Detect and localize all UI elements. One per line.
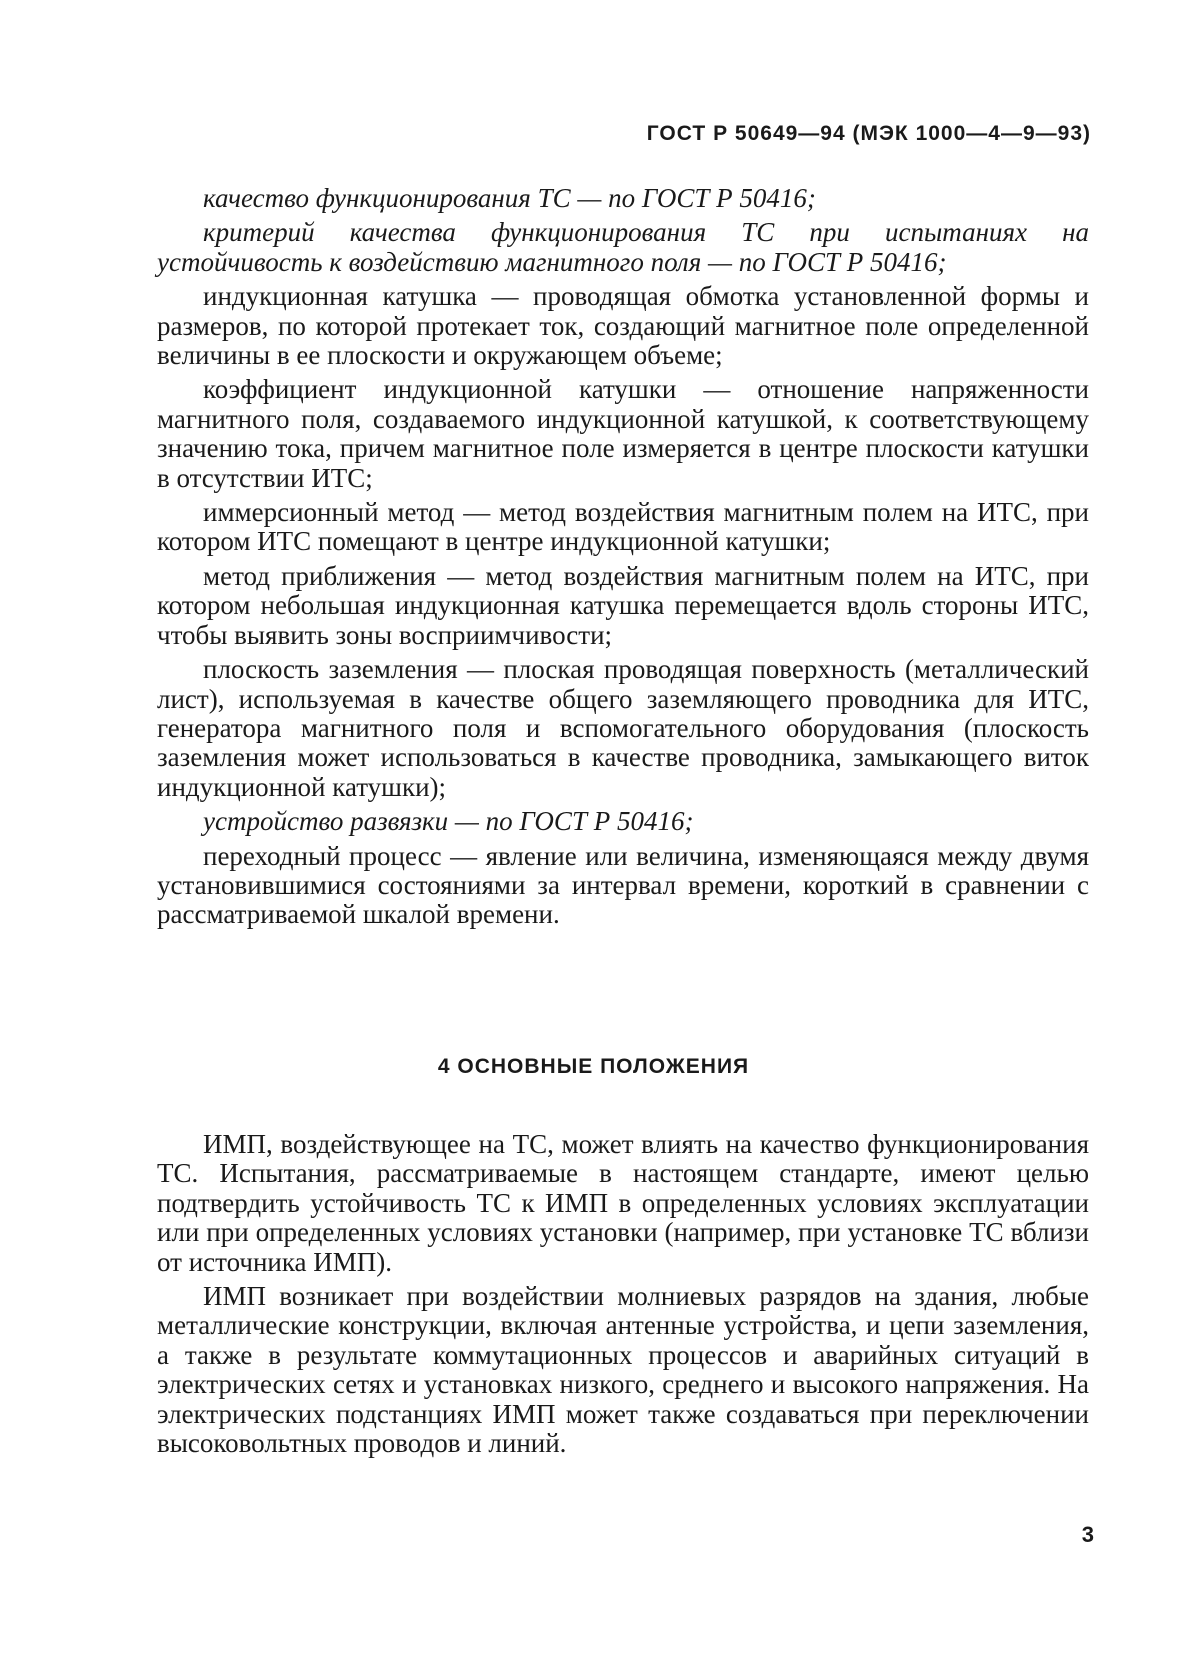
definitions-list <box>157 184 1089 935</box>
definition-paragraph: иммерсионный метод — метод воздействия магнитным полем на ИТС, при котором ИТС помещают в центре индукционной катушки; <box>157 497 1089 557</box>
definition-paragraph: качество функционирования ТС — по ГОСТ Р 50416; <box>203 183 816 213</box>
definition-paragraph: коэффициент индукционной катушки — отношение напряженности магнитного поля, создаваемого индукционной катушкой, к соответствующему значению тока, причем магнитное поле измеряется в центре плоскости катушки в отсутствии ИТС; <box>157 374 1089 493</box>
section-title: 4 ОСНОВНЫЕ ПОЛОЖЕНИЯ <box>437 1055 750 1078</box>
definition-paragraph: индукционная катушка — проводящая обмотка установленной формы и размеров, по которой протекает ток, создающий магнитное поле определенной величины в ее плоскости и окружающем объеме; <box>157 281 1089 371</box>
body-paragraph: ИМП возникает при воздействии молниевых разрядов на здания, любые металлические конструкции, включая антенные устройства, и цепи заземления, а также в результате коммутационных процессов и аварийных ситуаций в электрических сетях и установках низкого, среднего и высокого напряжения. На электрических подстанциях ИМП может также создаваться при переключении высоковольтных проводов и линий. <box>157 1281 1089 1459</box>
definition-paragraph: метод приближения — метод воздействия магнитным полем на ИТС, при котором небольшая индукционная катушка перемещается вдоль стороны ИТС, чтобы выявить зоны восприимчивости; <box>157 560 1089 650</box>
section-body <box>157 1130 1089 1463</box>
page-number: 3 <box>1081 1522 1094 1547</box>
definition-paragraph: переходный процесс — явление или величина, изменяющаяся между двумя установившимися состояниями за интервал времени, короткий в сравнении с рассматриваемой шкалой времени. <box>157 840 1089 930</box>
definition-paragraph: устройство развязки — по ГОСТ Р 50416; <box>203 806 694 837</box>
body-paragraph: ИМП, воздействующее на ТС, может влиять на качество функционирования ТС. Испытания, рассматриваемые в настоящем стандарте, имеют целью подтвердить устойчивость ТС к ИМП в определенных условиях эксплуатации или при определенных условиях установки (например, при установке ТС вблизи от источника ИМП). <box>157 1129 1089 1277</box>
page-header: ГОСТ Р 50649—94 (МЭК 1000—4—9—93) <box>646 122 1091 145</box>
definition-paragraph: плоскость заземления — плоская проводящая поверхность (металлический лист), используемая в качестве общего заземляющего проводника для ИТС, генератора магнитного поля и вспомогательного оборудования (плоскость заземления может использоваться в качестве проводника, замыкающего виток индукционной катушки); <box>157 654 1089 802</box>
definition-paragraph: критерий качества функционирования ТС при испытаниях на устойчивость к воздействию магнитного поля — по ГОСТ Р 50416; <box>157 217 1089 277</box>
